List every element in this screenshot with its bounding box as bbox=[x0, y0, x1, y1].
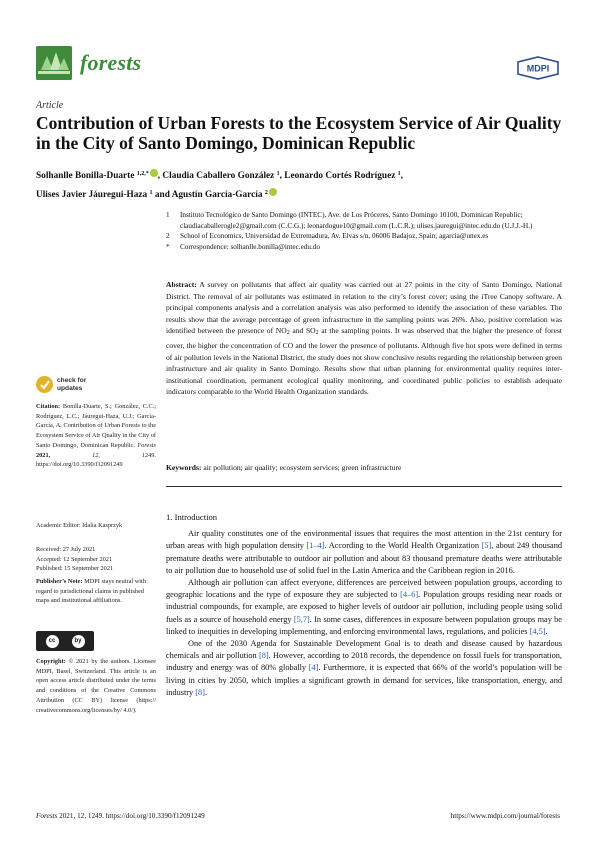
footer-doi[interactable]: 2021, 12, 1249. https://doi.org/10.3390/f12091249 bbox=[57, 812, 205, 820]
citation-block bbox=[36, 402, 156, 470]
author-affil-mark: 1 bbox=[397, 171, 401, 177]
check-updates-icon bbox=[36, 376, 53, 393]
affiliations bbox=[166, 210, 566, 252]
citation-link[interactable]: [1–4] bbox=[306, 541, 325, 551]
copyright-notice bbox=[36, 657, 156, 715]
received-date: Received: 27 July 2021 bbox=[36, 546, 96, 553]
footer-citation bbox=[36, 812, 205, 820]
orcid-icon[interactable] bbox=[150, 169, 158, 177]
copyright-label: Copyright: bbox=[36, 658, 66, 665]
paragraph-text: Although air pollution can affect everyone, differences are perceived between population groups, according to geographic locations and the type of exposure they are subjected to bbox=[166, 578, 562, 600]
copyright-text: © 2021 by the authors. Licensee MDPI, Basel, Switzerland. This article is an open access article distributed under the terms and conditions of the Creative Commons Attribution (CC BY) license (https:// creativecommons.org/licenses/by/ 4.0/). bbox=[36, 658, 156, 714]
journal-name: forests bbox=[80, 50, 142, 75]
affiliation-text: Instituto Tecnológico de Santo Domingo (INTEC), Ave. de Los Próceres, Santo Domingo 10100, Dominican Republic; claudiacaballerogle2@gmail.com (C.C.G.); leonardogue10@gmail.com (L.C.R.); ulises.jauregui@intec.edu.do (U.J.J.-H.) bbox=[180, 211, 533, 230]
introduction-section bbox=[166, 511, 562, 699]
author-name[interactable]: Leonardo Cortés Rodríguez bbox=[284, 171, 396, 181]
abstract-text: A survey on pollutants that affect air quality was carried out at 27 points in the city of Santo Domingo, National District. The removal of air pollutants was estimated in relation to the city’s forest cover; using the iTree Canopy software. A principal components analysis and a correlation analysis was also performed to identify the association of these variables. The results show that the average percentage of green infrastructure in the sampling points was 26%. Also, positive correlation was identified between the presence of NO bbox=[166, 280, 562, 336]
paragraph-text: . Population groups residing near roads or industrial compounds, for example, are exposed to higher levels of outdoor air pollution, including people using solid fuels as a source of household energy bbox=[166, 590, 563, 624]
paragraph-text: Air quality constitutes one of the environmental issues that requires the most attention in the 21st century for urban areas with high population density bbox=[166, 529, 562, 551]
author-name[interactable]: Solhanlle Bonilla-Duarte bbox=[36, 171, 135, 181]
cc-icon: cc bbox=[46, 635, 59, 648]
paragraph bbox=[166, 528, 562, 577]
keywords bbox=[166, 462, 562, 473]
published-date: Published: 15 September 2021 bbox=[36, 565, 114, 573]
keywords-text: air pollution; air quality; ecosystem services; green infrastructure bbox=[201, 463, 402, 472]
paragraph-text: . bbox=[204, 687, 208, 697]
journal-header bbox=[36, 46, 560, 86]
check-updates-label bbox=[57, 377, 86, 392]
abstract-text: and SO bbox=[289, 326, 316, 336]
author-affil-mark: 2 bbox=[264, 190, 268, 196]
orcid-icon[interactable] bbox=[269, 188, 277, 196]
affiliation-row bbox=[166, 242, 566, 253]
paragraph-text: . bbox=[545, 626, 548, 636]
paragraph bbox=[166, 638, 562, 699]
paragraph-text: . According to the World Health Organization bbox=[324, 541, 482, 551]
citation-link[interactable]: [5,7] bbox=[293, 614, 310, 624]
citation-text: Bonilla-Duarte, S.; González, C.C.; Rodríguez, L.C.; Jáuregui-Haza, U.J.; García-García, A. Contribution of Urban Forests to the Ecosystem Service of Air Quality in the City of Santo Domingo, Dominican Republic. bbox=[36, 403, 156, 449]
divider bbox=[166, 486, 562, 487]
author-list: Solhanlle Bonilla-Duarte $^{1,2,*}$ , Claudia Caballero González $^1$, Leonardo Cortés Rodríguez $^1$, Ulises Javier Jáuregui-Haza $^1$ and Agustín García-García $^2$ bbox=[36, 171, 403, 200]
subscript: 2 bbox=[315, 330, 319, 337]
paragraph-text: , about 249 thousand premature deaths were attributable to outdoor air pollution and about 83 thousand premature deaths were attributable to air pollution due to household use of solid fuel in the Latin America and the Caribbean region in 2016. bbox=[166, 541, 562, 575]
paragraph-text: . In some cases, differences in exposure between population groups may be linked to inequities in developing implementing, and enforcing environmental laws, regulations, and policies bbox=[166, 614, 562, 636]
article-type: Article bbox=[36, 100, 64, 111]
paragraph-text: . However, according to 2018 records, the dependence on fossil fuels for transportation, industry and energy was of 80% globally bbox=[166, 651, 562, 673]
author-affil-mark: 1,2,* bbox=[136, 171, 149, 177]
footer-url[interactable]: https://www.mdpi.com/journal/forests bbox=[450, 812, 560, 820]
author-name[interactable]: Agustín García-García bbox=[171, 190, 263, 200]
author-name[interactable]: Ulises Javier Jáuregui-Haza bbox=[36, 190, 148, 200]
abstract-text: at the sampling points. It was observed that the higher the presence of forest cover, the higher the concentration of CO and the lower the presence of pollutants. Although five hot spots were defined in terms of air pollution levels in the National District, the study does not show conclusive results regarding the relationship between green infrastructure and air quality in Santo Domingo. Results show that urban planning for environmental quality requires inter-institutional coordination, permanent ecological quality monitoring, and coordinated public policies to establish adequate indicators comparable to the World Health Organization standards. bbox=[166, 326, 563, 397]
publisher-note-text: MDPI stays neutral with regard to jurisdictional claims in published maps and institutional affiliations. bbox=[36, 578, 146, 605]
mdpi-logo[interactable] bbox=[516, 56, 560, 80]
citation-link[interactable]: [8] bbox=[258, 651, 269, 661]
paragraph-text: . Furthermore, it is expected that 66% of the world’s population will be living in cities by 2050, which implies a significant growth in demand for services, like transportation, energy, and industry bbox=[166, 663, 562, 697]
subscript: 2 bbox=[286, 330, 290, 337]
affiliation-mark: 1 bbox=[166, 211, 170, 219]
abstract-label: Abstract: bbox=[166, 280, 197, 289]
journal-logo[interactable] bbox=[36, 46, 141, 80]
correspondence-text: Correspondence: solhanlle.bonilla@intec.edu.do bbox=[180, 242, 320, 251]
citation-link[interactable]: [5] bbox=[481, 541, 492, 551]
paper-title: Contribution of Urban Forests to the Ecosystem Service of Air Quality in the City of Santo Domingo, Dominican Republic bbox=[36, 113, 562, 153]
check-updates-line: updates bbox=[57, 384, 83, 392]
paragraph-text: One of the 2030 Agenda for Sustainable Development Goal is to death and disease caused by hazardous chemicals and air pollution bbox=[166, 639, 562, 661]
citation-label: Citation: bbox=[36, 403, 61, 410]
citation-link[interactable]: [4] bbox=[308, 663, 319, 673]
section-heading: 1. Introduction bbox=[166, 512, 218, 522]
attribution-icon: by bbox=[72, 635, 85, 648]
paragraph bbox=[166, 577, 562, 638]
page-footer bbox=[36, 812, 560, 820]
author-name[interactable]: Claudia Caballero González bbox=[162, 171, 275, 181]
affiliation-text: School of Economics, Universidad de Extremadura, Av. Elvas s/n, 06006 Badajoz, Spain; agarcia@unex.es bbox=[180, 232, 489, 241]
citation-volume: 12 bbox=[92, 451, 99, 459]
cc-by-license-badge[interactable] bbox=[36, 631, 94, 651]
citation-year: 2021, bbox=[36, 451, 93, 459]
check-for-updates-button[interactable] bbox=[36, 376, 86, 393]
publisher-note bbox=[36, 577, 156, 606]
affiliation-row bbox=[166, 210, 566, 231]
keywords-label: Keywords: bbox=[166, 463, 202, 472]
footer-journal: Forests bbox=[36, 812, 58, 820]
publication-dates bbox=[36, 545, 156, 574]
citation-doi[interactable]: , 1249. https://doi.org/10.3390/f12091249 bbox=[36, 451, 156, 469]
author-conjunction: and bbox=[154, 190, 170, 200]
citation-link[interactable]: [4–6] bbox=[400, 590, 419, 600]
forest-trees-icon bbox=[36, 46, 72, 80]
citation-link[interactable]: [4,5] bbox=[529, 626, 546, 636]
author-affil-mark: 1 bbox=[149, 190, 153, 196]
check-updates-line: check for bbox=[57, 377, 87, 384]
citation-journal: Forests bbox=[137, 441, 156, 449]
mdpi-logo-text: MDPI bbox=[526, 63, 550, 74]
author-affil-mark: 1 bbox=[276, 171, 280, 177]
affiliation-mark: 2 bbox=[166, 232, 170, 241]
affiliation-row bbox=[166, 231, 566, 242]
abstract bbox=[166, 279, 562, 398]
affiliation-mark: * bbox=[166, 242, 170, 251]
citation-link[interactable]: [8] bbox=[195, 687, 205, 697]
publisher-note-label: Publisher’s Note: bbox=[36, 578, 83, 585]
accepted-date: Accepted: 12 September 2021 bbox=[36, 555, 113, 563]
academic-editor: Academic Editor: Idalia Kasprzyk bbox=[36, 522, 123, 529]
